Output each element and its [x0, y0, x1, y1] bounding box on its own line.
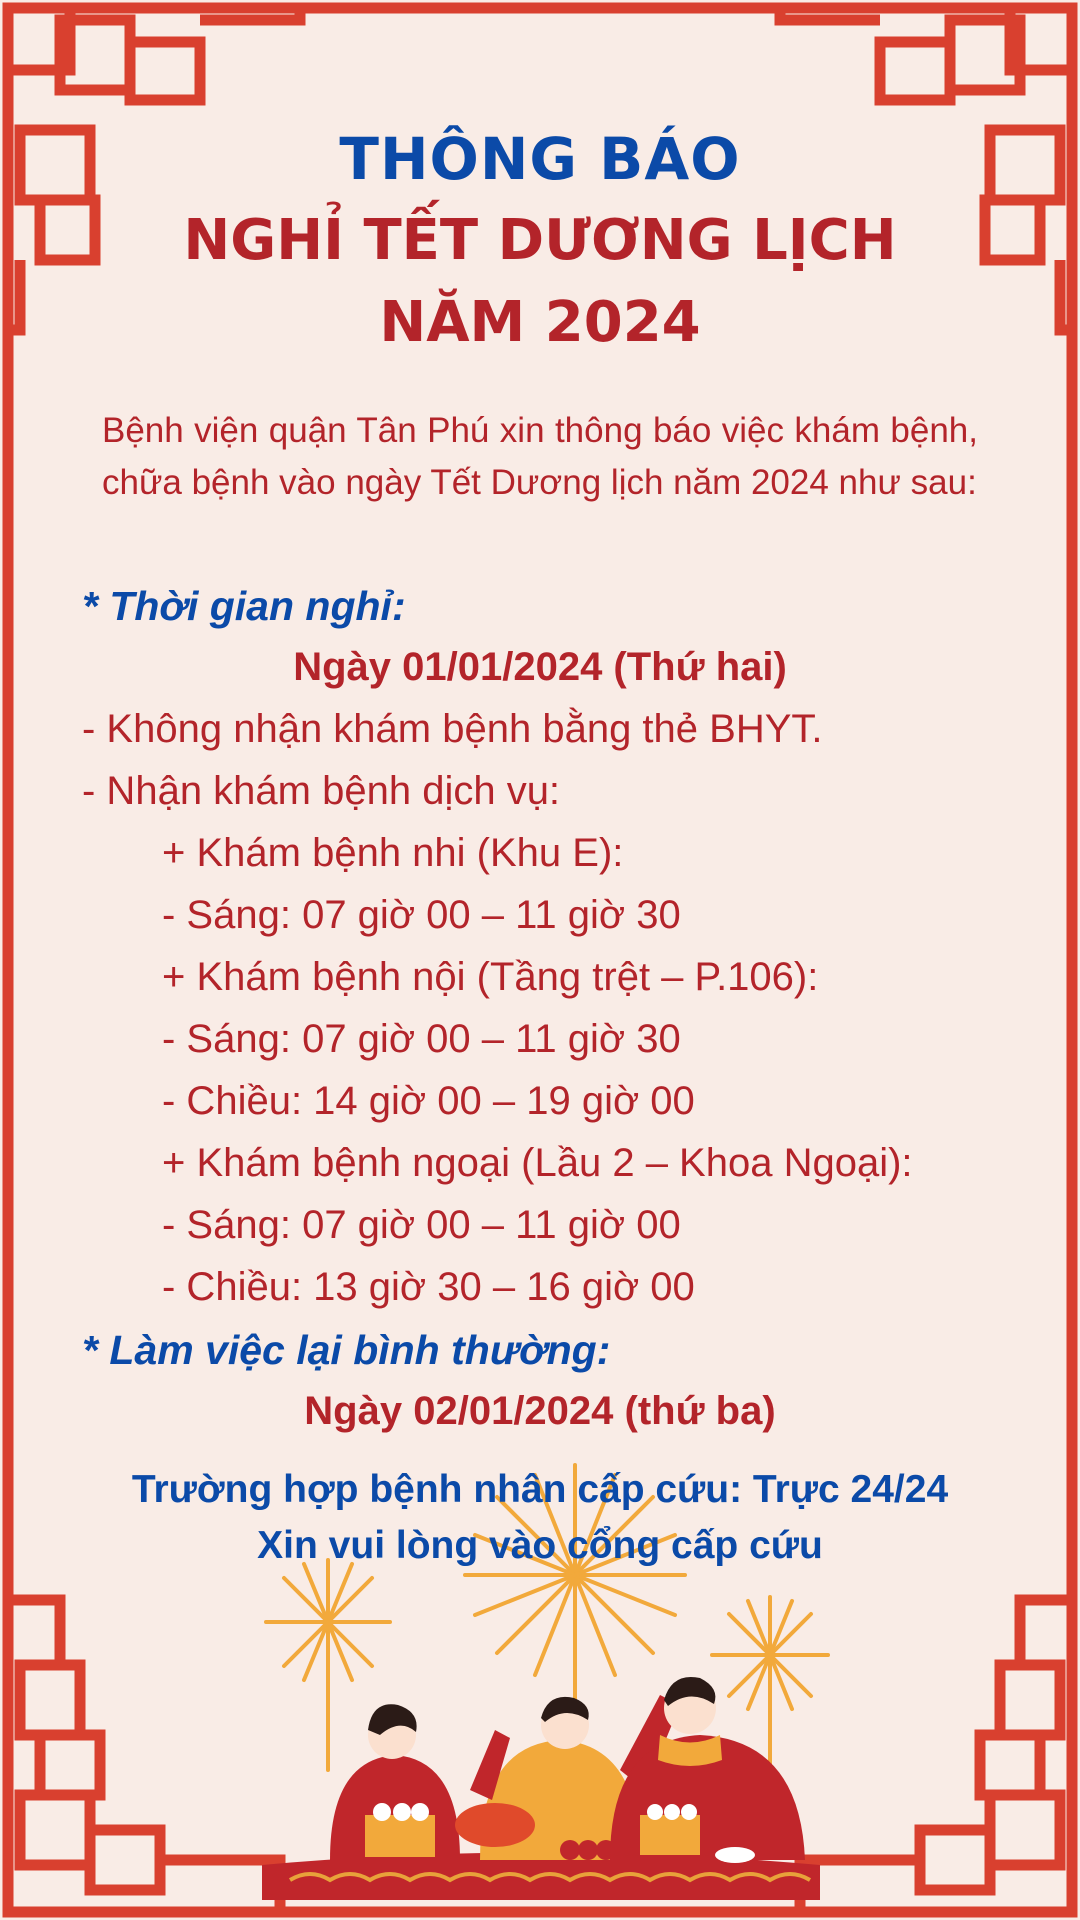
person-right — [610, 1677, 805, 1863]
title-line-3: NĂM 2024 — [379, 290, 701, 355]
holiday-heading: * Thời gian nghỉ: — [82, 583, 406, 629]
schedule-line: - Sáng: 07 giờ 00 – 11 giờ 30 — [162, 893, 681, 937]
schedule-line: - Không nhận khám bệnh bằng thẻ BHYT. — [82, 707, 823, 751]
resume-date: Ngày 02/01/2024 (thứ ba) — [304, 1389, 776, 1433]
person-left — [330, 1704, 460, 1860]
schedule-line: - Chiều: 13 giờ 30 – 16 giờ 00 — [162, 1265, 695, 1309]
holiday-date: Ngày 01/01/2024 (Thứ hai) — [293, 645, 787, 689]
schedule-line: - Sáng: 07 giờ 00 – 11 giờ 30 — [162, 1017, 681, 1061]
title-line-1: THÔNG BÁO — [339, 125, 741, 193]
emergency-line-2: Xin vui lòng vào cổng cấp cứu — [257, 1524, 823, 1567]
schedule-line: - Chiều: 14 giờ 00 – 19 giờ 00 — [162, 1079, 695, 1123]
schedule-line: + Khám bệnh nội (Tầng trệt – P.106): — [162, 955, 819, 999]
intro-paragraph: Bệnh viện quận Tân Phú xin thông báo việc khám bệnh, chữa bệnh vào ngày Tết Dương lịch năm 2024 như sau: — [102, 411, 978, 502]
schedule-line: + Khám bệnh ngoại (Lầu 2 – Khoa Ngoại): — [162, 1141, 913, 1185]
resume-heading: * Làm việc lại bình thường: — [82, 1327, 611, 1373]
emergency-line-1: Trường hợp bệnh nhân cấp cứu: Trực 24/24 — [131, 1468, 949, 1511]
schedule-line: - Sáng: 07 giờ 00 – 11 giờ 00 — [162, 1203, 681, 1247]
schedule-line: + Khám bệnh nhi (Khu E): — [162, 831, 624, 875]
schedule-line: - Nhận khám bệnh dịch vụ: — [82, 769, 561, 813]
title-line-2: NGHỈ TẾT DƯƠNG LỊCH — [183, 208, 897, 273]
